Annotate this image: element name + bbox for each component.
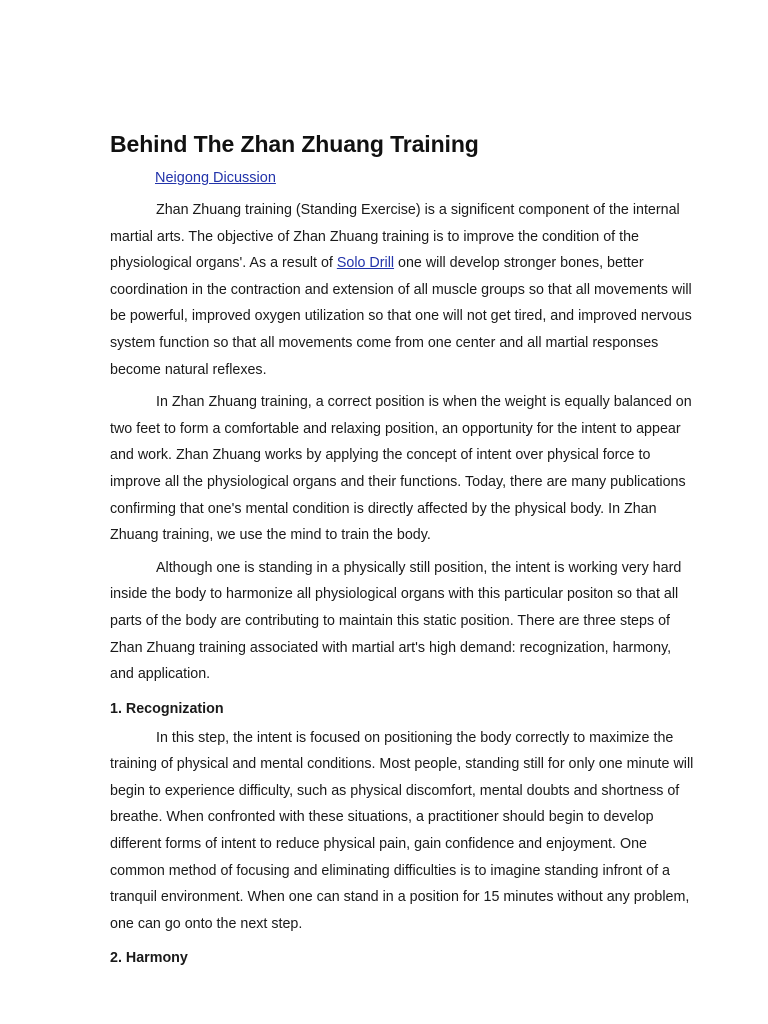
paragraph-correct-position: In Zhan Zhuang training, a correct position is when the weight is equally balanced on two feet to form a comfortable and relaxing position, an opportunity for the intent to appear and work. Zhan Zhuang works by applying the concept of intent over physical force to improve all the physiological organs and their functions. Today, there are many publications confirming that one's mental condition is directly affected by the physical body. In Zhan Zhuang training, we use the mind to train the body. xyxy=(110,394,692,544)
paragraph-recognization: In this step, the intent is focused on positioning the body correctly to maximize the training of physical and mental conditions. Most people, standing still for only one minute will begin to experience difficulty, such as physical discomfort, mental doubts and shortness of breathe. When confronted with these situations, a practitioner should begin to develop different forms of intent to reduce physical pain, gain confidence and enjoyment. One common method of focusing and eliminating difficulties is to imagine standing infront of a tranquil environment. When one can stand in a position for 15 minutes without any problem, one can go onto the next step. xyxy=(110,729,694,932)
section-heading-harmony: 2. Harmony xyxy=(110,950,188,967)
section-heading-recognization: 1. Recognization xyxy=(110,700,224,717)
category-row xyxy=(155,166,694,190)
solo-drill-link[interactable]: Solo Drill xyxy=(336,255,395,272)
paragraph-intent: Although one is standing in a physically still position, the intent is working very hard inside the body to harmonize all physiological organs with this particular positon so that all parts of the body are contributing to maintain this static position. There are three steps of Zhan Zhuang training associated with martial art's high demand: recognization, harmony, and application. xyxy=(110,559,682,683)
paragraph-intro-text-start: Zhan Zhuang training (Standing Exercise) is a significent component of the internal martial arts. The objective of Zhan Zhuang training is to improve the condition of the physiological organs'. As a result of xyxy=(110,202,680,272)
document-page xyxy=(110,128,694,971)
paragraph-intro-text-end: one will develop stronger bones, better coordination in the contraction and extension of all muscle groups so that all movements will be powerful, improved oxygen utilization so that one will not get tired, and improved nervous system function so that all movements come from one center and all martial responses become natural reflexes. xyxy=(110,255,692,378)
paragraph-intro xyxy=(110,197,694,383)
document-title: Behind The Zhan Zhuang Training xyxy=(110,131,479,157)
category-link[interactable]: Neigong Dicussion xyxy=(155,170,276,186)
